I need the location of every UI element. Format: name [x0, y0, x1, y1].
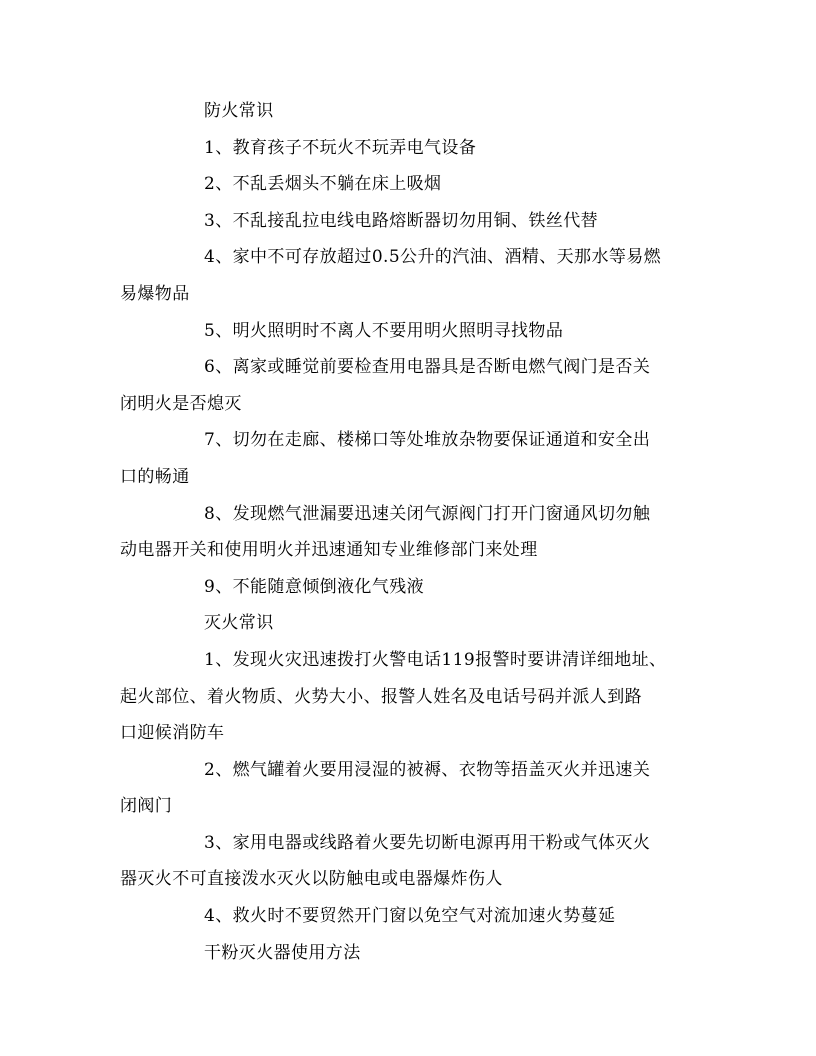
paragraph-line: 口迎候消防车	[120, 723, 225, 744]
paragraph-line: 动电器开关和使用明火并迅速通知专业维修部门来处理	[120, 540, 538, 561]
paragraph-line: 2、燃气罐着火要用浸湿的被褥、衣物等捂盖灭火并迅速关	[204, 759, 651, 780]
paragraph-line: 9、不能随意倾倒液化气残液	[204, 576, 425, 597]
paragraph-line: 2、不乱丢烟头不躺在床上吸烟	[204, 174, 442, 195]
paragraph-line: 口的畅通	[120, 466, 190, 487]
paragraph-line: 器灭火不可直接泼水灭火以防触电或电器爆炸伤人	[120, 869, 503, 890]
paragraph-line: 起火部位、着火物质、火势大小、报警人姓名及电话号码并派人到路	[120, 686, 642, 707]
paragraph-line: 3、家用电器或线路着火要先切断电源再用干粉或气体灭火	[204, 832, 651, 853]
paragraph-line: 5、明火照明时不离人不要用明火照明寻找物品	[204, 320, 564, 341]
paragraph-line: 闭明火是否熄灭	[120, 393, 242, 414]
paragraph-line: 6、离家或睡觉前要检查用电器具是否断电燃气阀门是否关	[204, 357, 651, 378]
paragraph-line: 1、发现火灾迅速拨打火警电话119报警时要讲清详细地址、	[204, 649, 667, 670]
paragraph-line: 8、发现燃气泄漏要迅速关闭气源阀门打开门窗通风切勿触	[204, 503, 651, 524]
paragraph-line: 4、家中不可存放超过0.5公升的汽油、酒精、天那水等易燃	[204, 247, 662, 268]
paragraph-line: 7、切勿在走廊、楼梯口等处堆放杂物要保证通道和安全出	[204, 430, 651, 451]
section-heading-extinguisher-usage: 干粉灭火器使用方法	[204, 942, 361, 963]
section-heading-fire-prevention: 防火常识	[204, 101, 274, 121]
paragraph-line: 易爆物品	[120, 283, 190, 304]
paragraph-line: 闭阀门	[120, 796, 173, 817]
paragraph-line: 3、不乱接乱拉电线电路熔断器切勿用铜、铁丝代替	[204, 210, 599, 231]
paragraph-line: 1、教育孩子不玩火不玩弄电气设备	[204, 137, 477, 158]
section-heading-fire-fighting: 灭火常识	[204, 613, 274, 634]
document-body	[120, 93, 686, 971]
paragraph-line: 4、救火时不要贸然开门窗以免空气对流加速火势蔓延	[204, 906, 616, 927]
